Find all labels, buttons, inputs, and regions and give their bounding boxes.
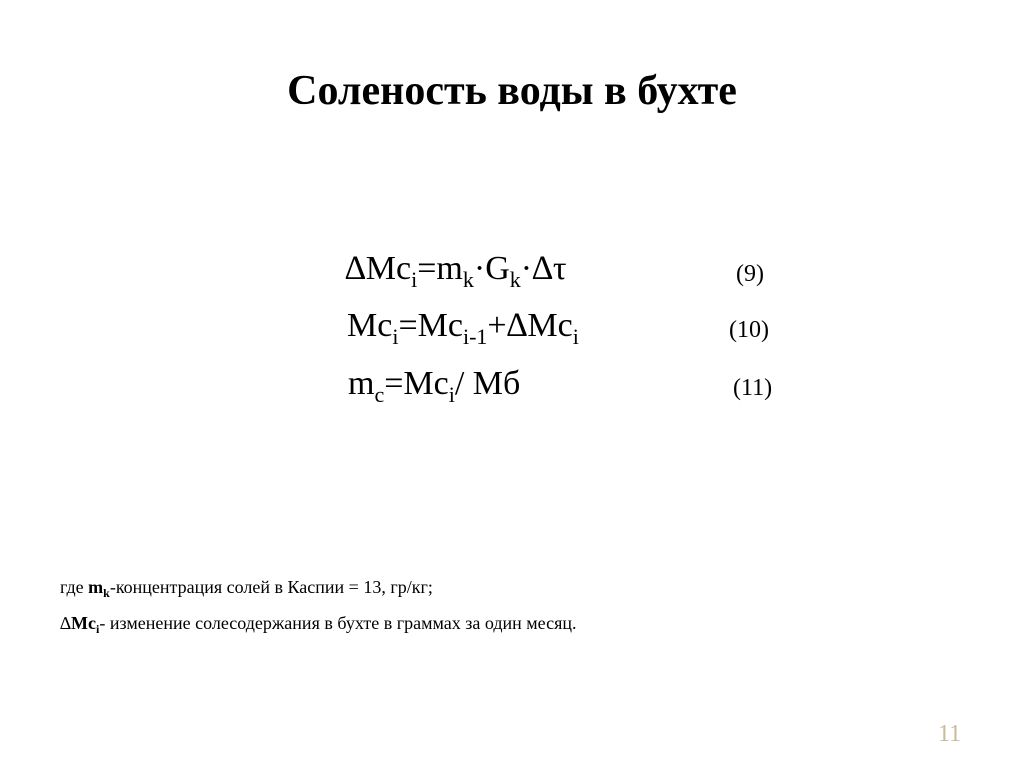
formula-text: ∆Mc [345, 250, 412, 287]
formula-subscript: i [572, 324, 579, 349]
formula-subscript: i [392, 324, 399, 349]
formula-text: m [348, 365, 375, 402]
legend-note-dmc [60, 613, 577, 636]
note-symbol-subscript: k [103, 586, 110, 600]
note-symbol-subscript: i [96, 622, 100, 636]
formula-10 [347, 307, 579, 349]
formula-subscript: k [462, 267, 474, 292]
note-prefix: ∆ [60, 613, 72, 633]
formula-text: =Mc [398, 307, 463, 344]
formula-9 [345, 250, 567, 292]
formula-subscript: i [448, 382, 455, 407]
note-symbol: Mc [71, 613, 96, 633]
note-text: - изменение солесодержания в бухте в граммах за один месяц. [99, 613, 577, 633]
note-symbol: m [88, 577, 104, 597]
formula-subscript: i [411, 267, 418, 292]
formula-text: +∆Mc [487, 307, 573, 344]
formula-text: ·∆τ [520, 250, 567, 287]
equation-number-9: (9) [736, 261, 764, 287]
slide-title: Соленость воды в бухте [287, 68, 737, 114]
note-prefix: где [60, 577, 89, 597]
formula-11 [348, 365, 521, 407]
equation-number-11: (11) [733, 375, 773, 401]
legend-note-mk [60, 577, 433, 600]
formula-subscript: k [509, 267, 521, 292]
page-number: 11 [938, 721, 962, 747]
equation-number-10: (10) [729, 317, 769, 343]
formula-text: =Mc [384, 365, 449, 402]
formula-text: ·G [473, 250, 510, 287]
note-text: -концентрация солей в Каспии = 13, гр/кг; [109, 577, 433, 597]
formula-text: =m [417, 250, 463, 287]
formula-subscript: c [374, 382, 385, 407]
formula-subscript: i-1 [462, 324, 488, 349]
formula-text: / Mб [454, 365, 521, 402]
formula-text: Mc [347, 307, 393, 344]
